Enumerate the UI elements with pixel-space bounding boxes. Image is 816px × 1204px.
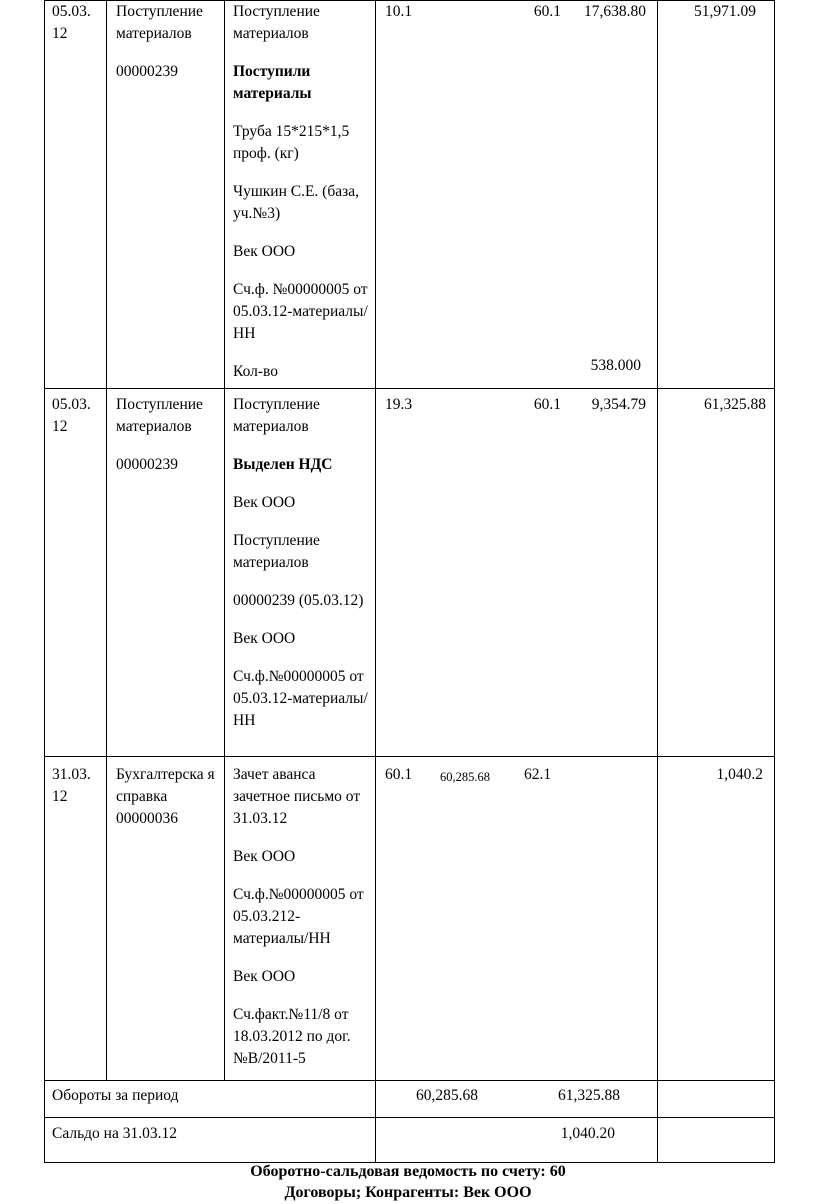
credit-amount: 9,354.79 [591,396,646,413]
description-line: Поступление материалов [233,532,320,571]
quantity-label: Кол-во [233,363,278,380]
quantity-value: 538.000 [590,357,641,374]
row-divider [44,1117,775,1118]
turnover-debit: 60,285.68 [416,1087,478,1104]
credit-account: 60.1 [533,3,561,20]
column-divider [375,0,376,1163]
saldo-value: 1,040.20 [560,1125,615,1142]
row-divider [44,1080,775,1081]
balance-amount: 61,325.88 [704,396,766,413]
credit-account: 60.1 [533,396,561,413]
turnover-credit: 61,325.88 [558,1087,620,1104]
credit-account: 62.1 [524,766,552,783]
row-date: 31.03. 12 [52,766,91,805]
row-date: 05.03. 12 [52,3,91,42]
document-title: Поступление материалов [116,396,203,435]
turnover-label: Обороты за период [52,1087,179,1104]
description-line: Сч.ф.№00000005 от 05.03.12-материалы/НН [233,668,368,729]
column-divider [224,0,225,1080]
description-line: Сч.факт.№11/8 от 18.03.2012 по дог. №В/2011-5 [233,1006,351,1067]
row-description [233,394,373,732]
description-line: Век ООО [233,848,296,865]
debit-account: 60.1 [385,766,413,783]
description-line: Сч.ф.№00000005 от 05.03.212-материалы/НН [233,886,364,947]
row-date: 05.03. 12 [52,396,91,435]
document-number: 00000239 [116,63,178,80]
saldo-label: Сальдо на 31.03.12 [52,1125,177,1142]
row-divider [44,756,775,757]
column-divider [657,0,658,1163]
description-line: Век ООО [233,968,296,985]
row-divider [44,388,775,389]
row-document [116,1,222,83]
report-subtitle: Договоры; Конрагенты: Век ООО [284,1184,532,1201]
description-line: Сч.ф. №00000005 от 05.03.12-материалы/НН [233,281,368,342]
row-document [116,394,222,476]
operation-title: Выделен НДС [233,456,333,473]
table-border-right [774,0,775,1163]
credit-amount: 17,638.80 [584,3,646,20]
row-description [233,764,373,1070]
row-description [233,1,373,383]
document-title: Бухгалтерска я справка 00000036 [116,766,215,827]
description-line: 00000239 (05.03.12) [233,592,364,609]
description-line: Чушкин С.Е. (база, уч.№3) [233,183,359,222]
operation-title: Поступили материалы [233,63,312,102]
ledger-table [44,0,775,1163]
document-number: 00000239 [116,456,178,473]
debit-amount: 60,285.68 [440,770,490,784]
debit-account: 10.1 [385,3,413,20]
column-divider [106,0,107,1080]
table-border-left [44,0,45,1163]
report-title: Оборотно-сальдовая ведомость по счету: 60 [250,1163,566,1180]
description-line: Век ООО [233,630,296,647]
document-title: Поступление материалов [116,3,203,42]
description-line: Поступление материалов [233,3,320,42]
description-line: Век ООО [233,243,296,260]
balance-amount: 1,040.2 [716,766,763,783]
description-line: Зачет аванса зачетное письмо от 31.03.12 [233,766,361,827]
description-line: Век ООО [233,494,296,511]
debit-account: 19.3 [385,396,413,413]
balance-amount: 51,971.09 [694,3,756,20]
description-line: Труба 15*215*1,5 проф. (кг) [233,123,350,162]
description-line: Поступление материалов [233,396,320,435]
row-document [116,764,222,830]
